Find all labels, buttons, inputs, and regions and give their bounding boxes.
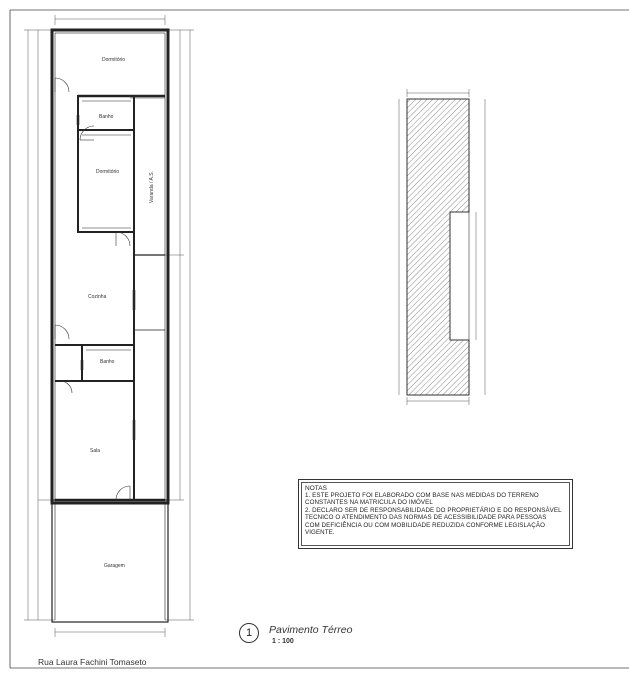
interior-walls <box>55 96 165 500</box>
notes-line: VIGENTE. <box>305 529 335 537</box>
view-number-badge: 1 <box>239 623 259 643</box>
notes-line: 2. DECLARO SER DE RESPONSABILIDADE DO PROPRIETÁRIO E DO RESPONSÁVEL <box>305 506 562 514</box>
lot-plan <box>399 89 485 405</box>
view-scale: 1 : 100 <box>272 638 294 645</box>
notes-line: COM DEFICIÊNCIA OU COM MOBILIDADE REDUZIDA CONFORME LEGISLAÇÃO <box>305 521 545 529</box>
room-label-cozinha: Cozinha <box>88 294 107 300</box>
notes-content <box>301 482 570 546</box>
notes-line: TECNICO O ATENDIMENTO DAS NORMAS DE ACESSIBILIDADE PARA PESSOAS <box>305 514 547 522</box>
left-dimensions <box>24 30 55 620</box>
room-label-garagem: Garagem <box>104 563 125 569</box>
room-label-varanda: Varanda / A.S. <box>148 171 155 203</box>
notes-box <box>298 479 573 549</box>
room-label-sala: Sala <box>90 448 101 454</box>
view-title: Pavimento Térreo <box>269 624 353 636</box>
notes-line: 1. ESTE PROJETO FOI ELABORADO COM BASE NAS MEDIDAS DO TERRENO <box>305 492 539 499</box>
notes-title: NOTAS <box>305 485 327 492</box>
room-label-dormitorio-1: Dormitório <box>102 57 126 63</box>
room-label-banho-1: Banho <box>99 114 114 120</box>
notes-line: CONSTANTES NA MATRICULA DO IMÓVEL <box>305 499 433 507</box>
windows <box>77 96 165 440</box>
sheet-border <box>10 10 629 668</box>
top-dimension <box>55 15 165 25</box>
doors <box>55 78 130 500</box>
room-label-banho-2: Banho <box>100 359 115 365</box>
address-label: Rua Laura Fachini Tomaseto <box>38 657 147 667</box>
room-label-dormitorio-2: Dormitório <box>96 169 120 175</box>
bottom-dimension <box>55 628 165 637</box>
